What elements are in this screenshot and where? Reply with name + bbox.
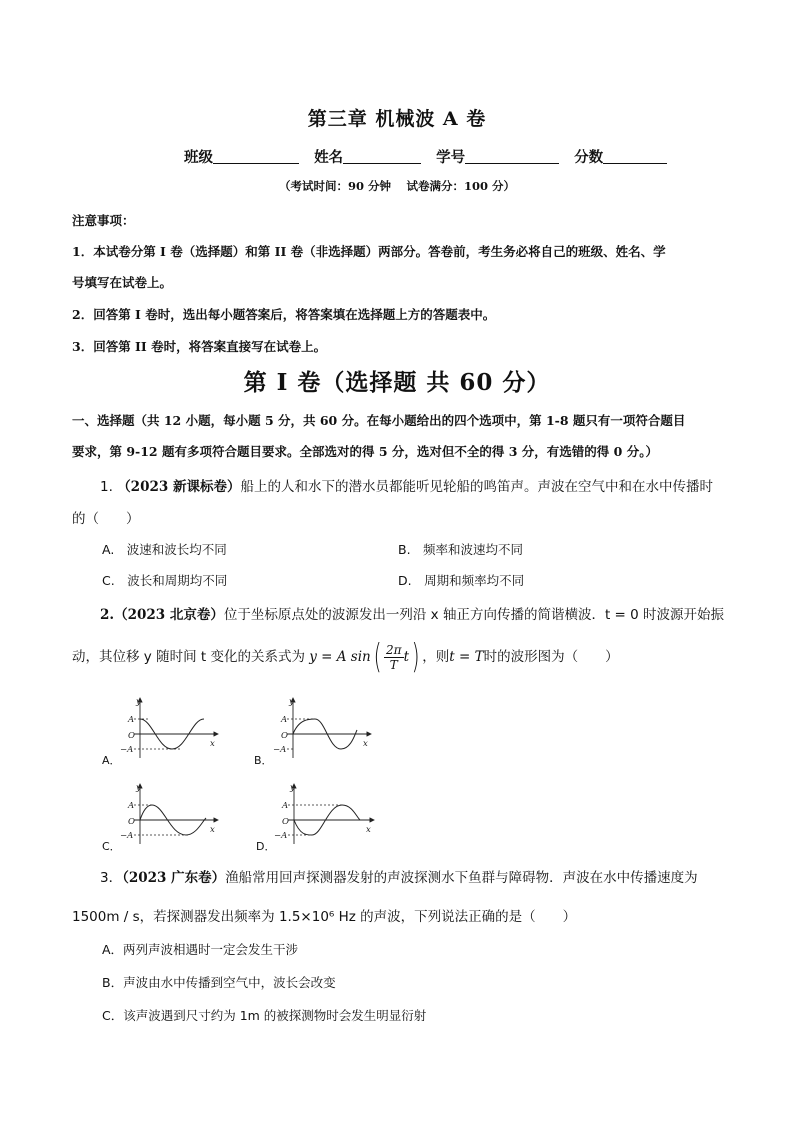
student-info-line: [184, 146, 677, 167]
q2-source: （2023 北京卷）: [114, 607, 224, 623]
axis-x-label: x: [210, 739, 215, 749]
q2-fraction-den: T: [389, 657, 398, 672]
part-instructions: 一、选择题（共 12 小题，每小题 5 分，共 60 分。在每小题给出的四个选项中，第 1-8 题只有一项符合题目: [72, 413, 686, 428]
axis-A-label: A: [281, 715, 288, 725]
q2-text-b: ，则: [422, 649, 450, 665]
q2-text-c: 时的波形图为（ ）: [483, 649, 619, 665]
left-paren-icon: (: [373, 637, 382, 677]
notice-heading: 注意事项：: [72, 213, 135, 228]
axis-negA-label: −A: [120, 831, 134, 841]
axis-A-label: A: [282, 801, 289, 811]
part-instructions-cont: 要求，第 9-12 题有多项符合题目要求。全部选对的得 5 分，选对但不全的得 3 分，有选错的得 0 分。）: [72, 444, 658, 459]
q2-graph-b[interactable]: [265, 694, 375, 760]
score-label: 分数: [574, 149, 604, 166]
q2-text: 位于坐标原点处的波源发出一列沿 x 轴正方向传播的简谐横波．t = 0 时波源开始振: [223, 607, 725, 623]
q2-graph-d[interactable]: [266, 780, 378, 846]
class-label: 班级: [184, 149, 213, 166]
q2-option-d-label[interactable]: D．: [256, 840, 276, 853]
axis-x-label: x: [210, 825, 215, 835]
q2-fraction: [384, 643, 404, 672]
q2-number: 2.: [100, 607, 115, 623]
axis-O-label: O: [128, 817, 135, 827]
id-blank[interactable]: [465, 149, 559, 164]
exam-info: （考试时间：90 分钟 试卷满分：100 分）: [278, 179, 516, 193]
notice-item-3: 3．回答第 II 卷时，将答案直接写在试卷上。: [72, 339, 327, 354]
q3-number: 3．: [100, 870, 123, 886]
axis-O-label: O: [128, 731, 135, 741]
id-label: 学号: [436, 149, 466, 166]
axis-y-label: y: [289, 697, 294, 707]
q3-option-b[interactable]: B．声波由水中传播到空气中，波长会改变: [102, 975, 336, 990]
axis-x-label: x: [363, 739, 368, 749]
score-blank[interactable]: [603, 149, 667, 164]
q2-option-c-label[interactable]: C．: [102, 840, 121, 853]
axis-negA-label: −A: [274, 831, 288, 841]
notice-item-2: 2．回答第 I 卷时，选出每小题答案后，将答案填在选择题上方的答题表中。: [72, 307, 496, 322]
q1-option-a[interactable]: A. 波速和波长均不同: [102, 542, 227, 557]
q2-formula-lhs: y = A sin: [309, 649, 371, 665]
q1-number: 1.: [100, 479, 113, 495]
axis-A-label: A: [128, 715, 135, 725]
q2-text-cont: [72, 637, 619, 677]
q2-fraction-num: 2π: [386, 642, 402, 657]
q3-option-a[interactable]: A．两列声波相遇时一定会发生干涉: [102, 942, 299, 957]
q1-option-d[interactable]: D. 周期和频率均不同: [398, 573, 525, 588]
question-1: [100, 475, 713, 495]
right-paren-icon: ): [411, 637, 420, 677]
q1-text-cont: 的（ ）: [72, 511, 140, 527]
q3-text: 渔船常用回声探测器发射的声波探测水下鱼群与障碍物．声波在水中传播速度为: [225, 870, 698, 886]
q1-option-c[interactable]: C. 波长和周期均不同: [102, 573, 228, 588]
section-title: 第 I 卷（选择题 共 60 分）: [243, 369, 551, 396]
name-blank[interactable]: [343, 149, 421, 164]
question-2: [100, 603, 724, 623]
name-label: 姓名: [314, 149, 344, 166]
q1-option-b[interactable]: B. 频率和波速均不同: [398, 542, 524, 557]
q2-formula-var: t: [403, 649, 409, 665]
question-3: [100, 866, 698, 886]
class-blank[interactable]: [213, 149, 299, 164]
page-title: 第三章 机械波 A 卷: [307, 108, 487, 130]
q2-text-a: 动，其位移 y 随时间 t 变化的关系式为: [72, 649, 305, 665]
q2-option-b-label[interactable]: B．: [254, 754, 273, 767]
q3-source: （2023 广东卷）: [122, 870, 226, 886]
q1-source: （2023 新课标卷）: [117, 479, 241, 495]
axis-y-label: y: [136, 697, 141, 707]
q2-option-a-label[interactable]: A．: [102, 754, 121, 767]
q3-option-c[interactable]: C．该声波遇到尺寸约为 1m 的被探测物时会发生明显衍射: [102, 1008, 427, 1023]
q2-graph-a[interactable]: [112, 694, 222, 760]
axis-negA-label: −A: [120, 745, 134, 755]
axis-y-label: y: [136, 783, 141, 793]
q2-graph-c[interactable]: [112, 780, 222, 846]
axis-O-label: O: [281, 731, 288, 741]
q2-condition: t = T: [449, 649, 484, 665]
axis-x-label: x: [366, 825, 371, 835]
axis-negA-label: −A: [273, 745, 287, 755]
axis-O-label: O: [282, 817, 289, 827]
notice-item-1: 1．本试卷分第 I 卷（选择题）和第 II 卷（非选择题）两部分。答卷前，考生务必将自己的班级、姓名、学: [72, 244, 666, 259]
axis-y-label: y: [290, 783, 295, 793]
q1-text: 船上的人和水下的潜水员都能听见轮船的鸣笛声。声波在空气中和在水中传播时: [240, 479, 713, 495]
q3-text-cont: 1500m / s，若探测器发出频率为 1.5×10⁶ Hz 的声波，下列说法正确的是（ ）: [72, 909, 577, 925]
notice-item-1-cont: 号填写在试卷上。: [72, 275, 173, 290]
axis-A-label: A: [128, 801, 135, 811]
